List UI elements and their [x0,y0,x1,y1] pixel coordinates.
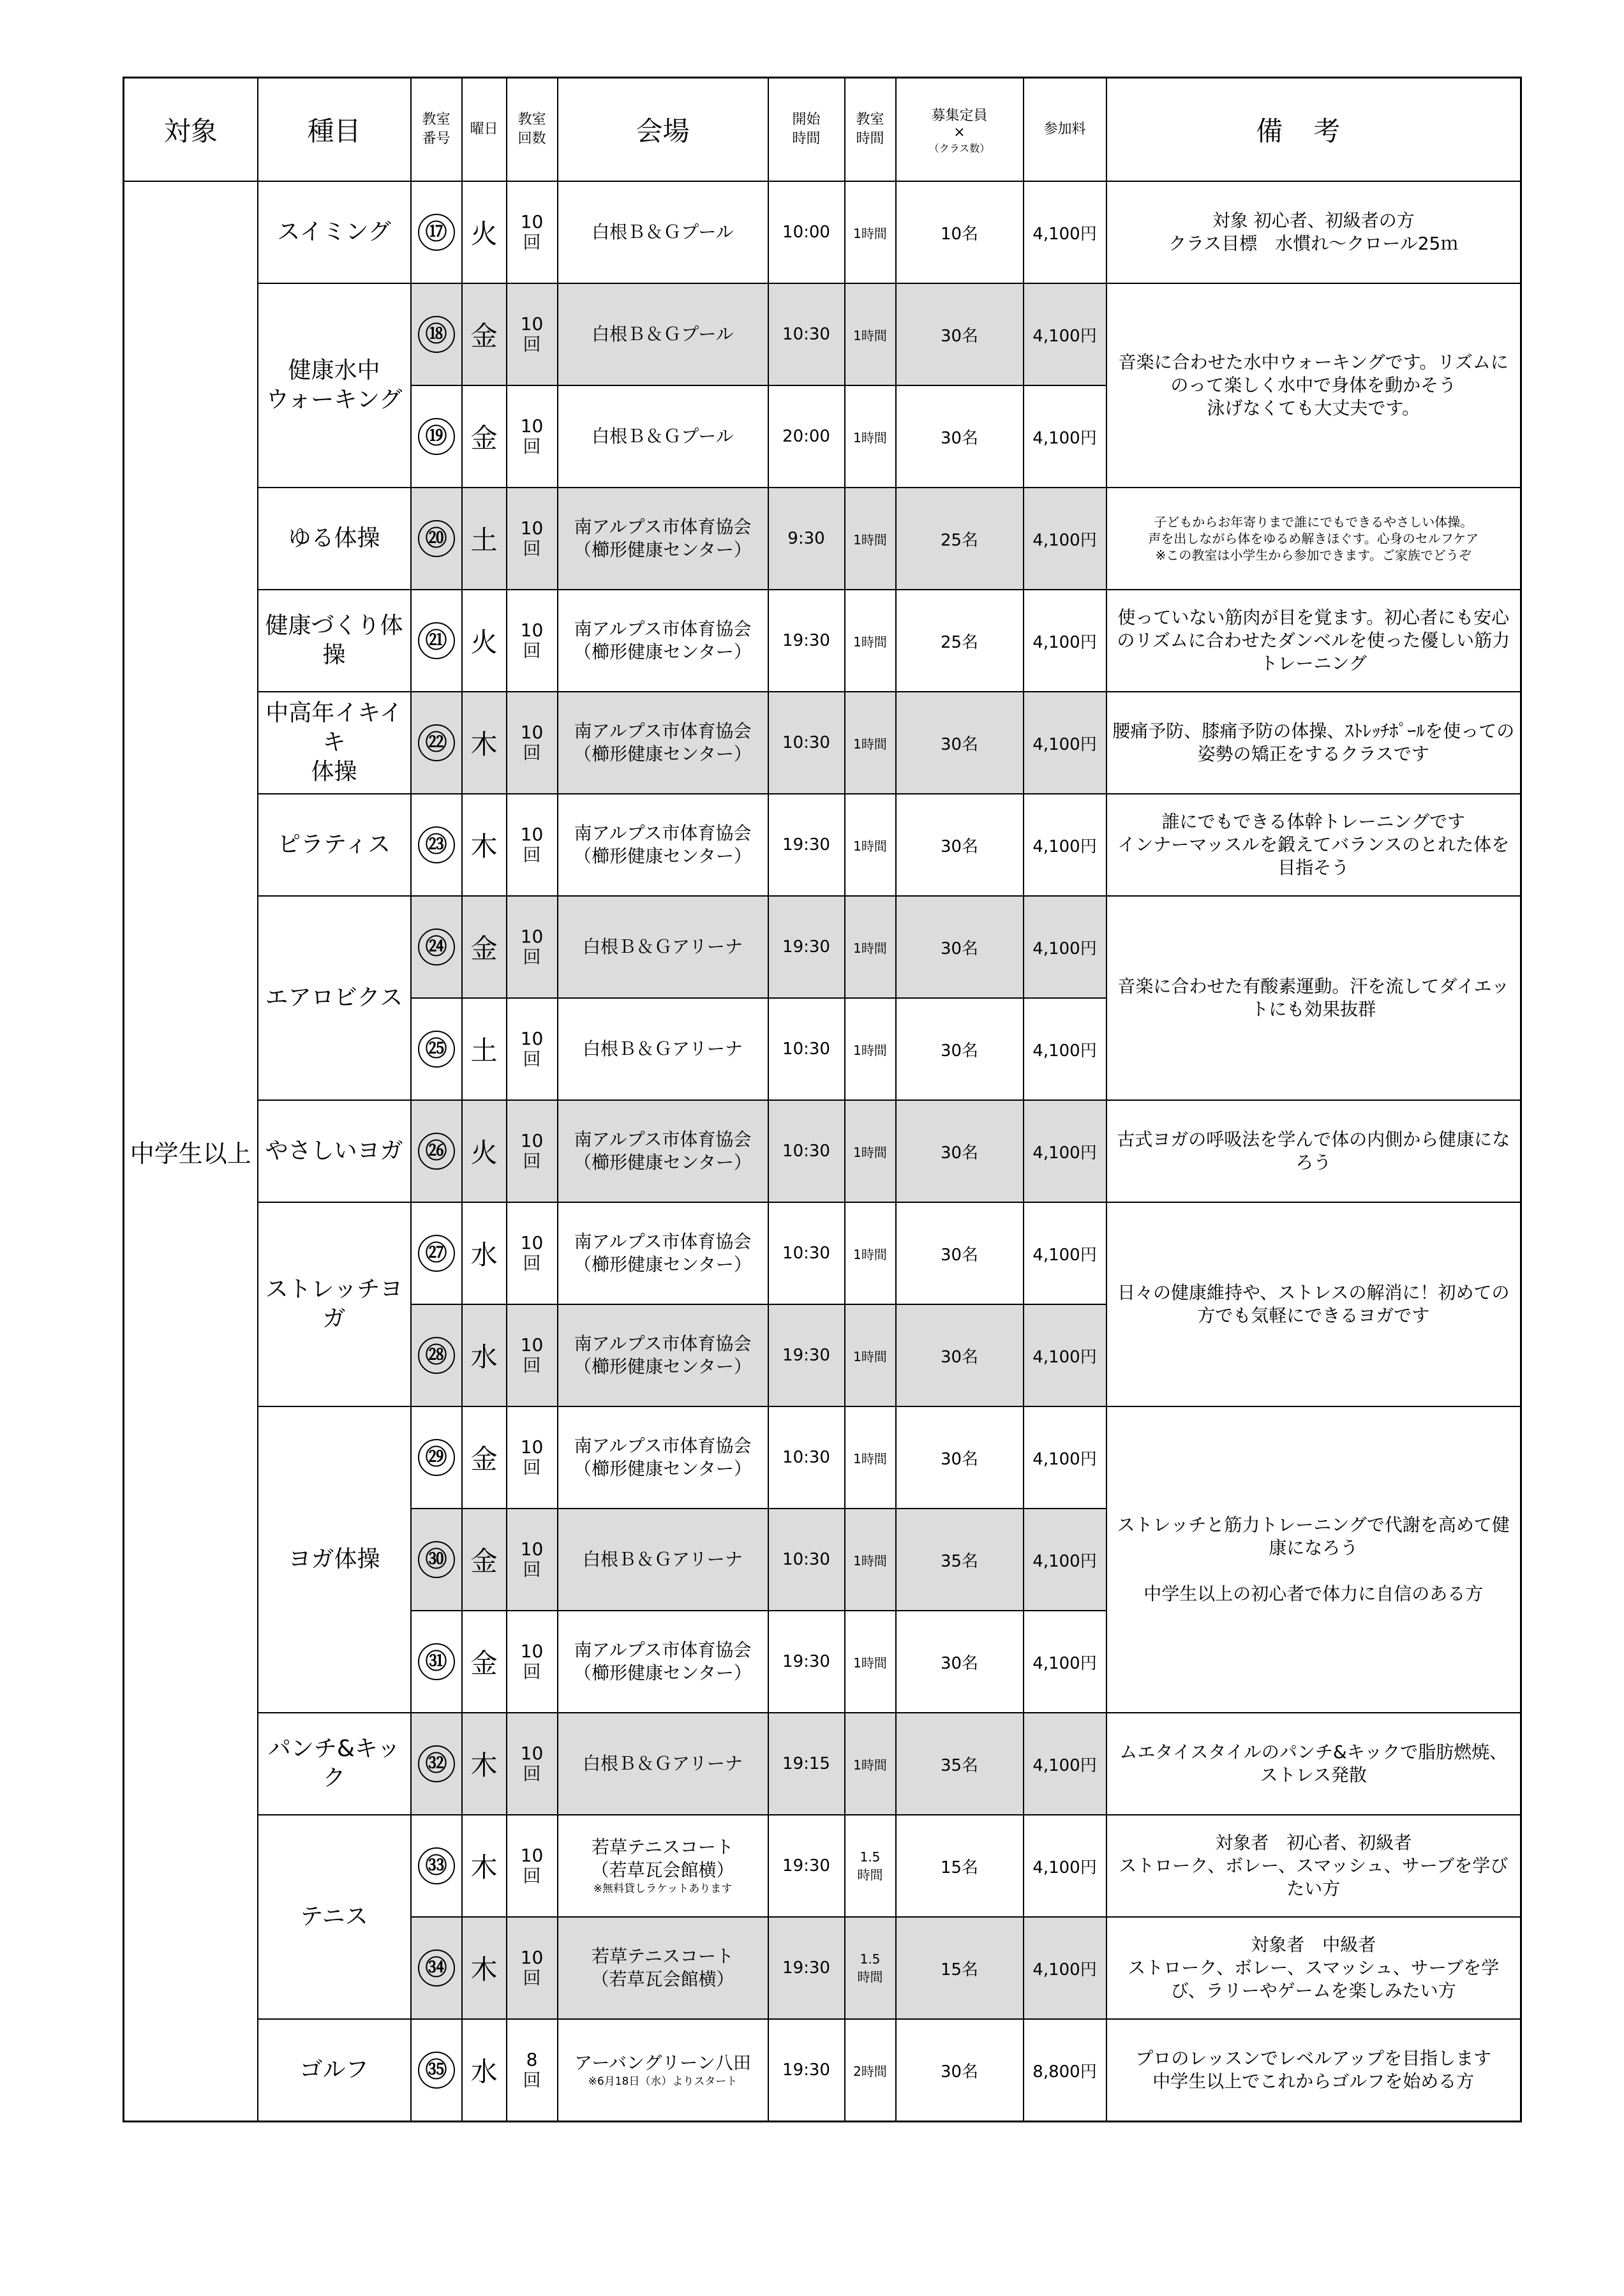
start-time-cell: 10:30 [768,692,845,794]
remarks-cell: 音楽に合わせた水中ウォーキングです。リズムにのって楽しく水中で身体を動かそう 泳げなくても大丈夫です。 [1106,283,1521,488]
remarks-cell: 使っていない筋肉が目を覚ます。初心者にも安心のリズムに合わせたダンベルを使った優しい筋力トレーニング [1106,590,1521,692]
venue-name: 南アルプス市体育協会 （櫛形健康センター） [574,1231,752,1275]
class-number-cell [411,385,462,488]
class-number-badge: ⑱ [418,316,455,353]
table-row [124,1202,1521,1304]
table-row [124,2019,1521,2122]
capacity-cell: 30名 [896,1100,1024,1202]
capacity-cell: 30名 [896,692,1024,794]
venue-name: 白根Ｂ＆Ｇアリーナ [583,1549,743,1570]
session-count-cell: 10 回 [507,1202,558,1304]
header-capacity-line3: （クラス数） [928,142,990,154]
duration-cell: 1.5 時間 [845,1815,896,1917]
duration-cell: 1時間 [845,1509,896,1611]
class-number-cell [411,1917,462,2019]
fee-cell: 4,100円 [1024,1611,1106,1713]
session-count-cell: 10 回 [507,1304,558,1406]
start-time-cell: 10:30 [768,1202,845,1304]
start-time-cell: 20:00 [768,385,845,488]
weekday-cell: 金 [462,283,507,385]
fee-cell: 4,100円 [1024,998,1106,1100]
weekday-cell: 火 [462,181,507,283]
class-number-cell [411,1611,462,1713]
remarks-cell: プロのレッスンでレベルアップを目指します 中学生以上でこれからゴルフを始める方 [1106,2019,1521,2122]
capacity-cell: 30名 [896,1611,1024,1713]
fee-cell: 4,100円 [1024,488,1106,590]
event-name-cell: 健康水中 ウォーキング [258,283,411,488]
start-time-cell: 9:30 [768,488,845,590]
schedule-table [123,77,1522,2122]
event-name-cell: ゴルフ [258,2019,411,2122]
session-count-cell: 10 回 [507,896,558,998]
fee-cell: 4,100円 [1024,590,1106,692]
class-number-badge: ㉝ [418,1847,455,1884]
event-name-cell: ピラティス [258,794,411,896]
weekday-cell: 金 [462,896,507,998]
fee-cell: 4,100円 [1024,1917,1106,2019]
start-time-cell: 19:30 [768,1611,845,1713]
remarks-cell: ムエタイスタイルのパンチ&キックで脂肪燃焼、ストレス発散 [1106,1713,1521,1815]
header-sessions: 教室 回数 [507,78,558,182]
duration-cell: 1時間 [845,998,896,1100]
class-number-cell [411,1406,462,1509]
session-count-cell: 10 回 [507,1611,558,1713]
start-time-cell: 10:30 [768,283,845,385]
start-time-cell: 19:30 [768,794,845,896]
venue-name: 南アルプス市体育協会 （櫛形健康センター） [574,618,752,662]
class-number-cell [411,1815,462,1917]
class-number-cell [411,2019,462,2122]
venue-cell [558,1815,768,1917]
event-name-cell: ヨガ体操 [258,1406,411,1713]
venue-cell [558,1406,768,1509]
class-number-badge: ㉜ [418,1745,455,1782]
start-time-cell: 19:30 [768,1815,845,1917]
event-name-cell: 中高年イキイキ 体操 [258,692,411,794]
session-count-cell: 10 回 [507,1509,558,1611]
venue-name: 若草テニスコート （若草瓦会館横） [591,1837,734,1881]
venue-cell [558,692,768,794]
class-number-cell [411,1100,462,1202]
venue-cell [558,488,768,590]
class-number-cell [411,794,462,896]
start-time-cell: 10:30 [768,1509,845,1611]
venue-cell [558,2019,768,2122]
header-row [124,78,1521,182]
class-number-cell [411,1202,462,1304]
weekday-cell: 火 [462,1100,507,1202]
weekday-cell: 金 [462,1406,507,1509]
target-group-cell: 中学生以上 [124,181,258,2122]
capacity-cell: 15名 [896,1815,1024,1917]
remarks-cell: ストレッチと筋力トレーニングで代謝を高めて健康になろう 中学生以上の初心者で体力に自信のある方 [1106,1406,1521,1713]
duration-cell: 1時間 [845,1611,896,1713]
table-row [124,1815,1521,1917]
venue-name: 南アルプス市体育協会 （櫛形健康センター） [574,1333,752,1377]
class-number-badge: ⑳ [418,520,455,557]
table-row [124,488,1521,590]
event-name-cell: ストレッチヨガ [258,1202,411,1406]
class-number-cell [411,590,462,692]
class-number-cell [411,1509,462,1611]
capacity-cell: 30名 [896,998,1024,1100]
weekday-cell: 水 [462,2019,507,2122]
class-number-badge: ㉛ [418,1643,455,1680]
class-number-badge: ㉕ [418,1031,455,1068]
class-number-cell [411,896,462,998]
duration-cell: 2時間 [845,2019,896,2122]
start-time-cell: 19:15 [768,1713,845,1815]
venue-cell [558,1100,768,1202]
remarks-cell: 対象者 初心者、初級者 ストローク、ボレー、スマッシュ、サーブを学びたい方 [1106,1815,1521,1917]
weekday-cell: 火 [462,590,507,692]
class-number-badge: ㉙ [418,1439,455,1476]
start-time-cell: 19:30 [768,896,845,998]
table-row [124,590,1521,692]
venue-name: 白根Ｂ＆Ｇアリーナ [583,936,743,957]
venue-cell [558,896,768,998]
event-name-cell: パンチ&キック [258,1713,411,1815]
venue-name: 若草テニスコート （若草瓦会館横） [591,1946,734,1990]
duration-cell: 1時間 [845,1304,896,1406]
start-time-cell: 19:30 [768,1917,845,2019]
duration-cell: 1時間 [845,1406,896,1509]
event-name-cell: スイミング [258,181,411,283]
header-weekday: 曜日 [462,78,507,182]
venue-name: 南アルプス市体育協会 （櫛形健康センター） [574,1639,752,1683]
class-number-cell [411,181,462,283]
duration-cell: 1時間 [845,1713,896,1815]
class-number-badge: ㉞ [418,1949,455,1987]
session-count-cell: 8 回 [507,2019,558,2122]
table-row [124,692,1521,794]
session-count-cell: 10 回 [507,488,558,590]
weekday-cell: 木 [462,692,507,794]
remarks-cell: 誰にでもできる体幹トレーニングです インナーマッスルを鍛えてバランスのとれた体を目指そう [1106,794,1521,896]
fee-cell: 4,100円 [1024,1202,1106,1304]
table-row [124,283,1521,385]
class-number-badge: ㉑ [418,622,455,659]
fee-cell: 4,100円 [1024,1100,1106,1202]
session-count-cell: 10 回 [507,1100,558,1202]
remarks-cell: 対象 初心者、初級者の方 クラス目標 水慣れ～クロール25ｍ [1106,181,1521,283]
capacity-cell: 30名 [896,1202,1024,1304]
venue-cell [558,1509,768,1611]
duration-cell: 1.5 時間 [845,1917,896,2019]
header-fee: 参加料 [1024,78,1106,182]
weekday-cell: 木 [462,1713,507,1815]
capacity-cell: 10名 [896,181,1024,283]
class-number-cell [411,692,462,794]
session-count-cell: 10 回 [507,1713,558,1815]
capacity-cell: 35名 [896,1509,1024,1611]
fee-cell: 4,100円 [1024,1509,1106,1611]
weekday-cell: 金 [462,385,507,488]
session-count-cell: 10 回 [507,1815,558,1917]
venue-name: 白根Ｂ＆Ｇアリーナ [583,1753,743,1774]
venue-cell [558,1304,768,1406]
header-class-no: 教室 番号 [411,78,462,182]
table-row [124,1406,1521,1509]
venue-cell [558,794,768,896]
remarks-cell: 音楽に合わせた有酸素運動。汗を流してダイエットにも効果抜群 [1106,896,1521,1100]
venue-name: 南アルプス市体育協会 （櫛形健康センター） [574,516,752,560]
session-count-cell: 10 回 [507,181,558,283]
duration-cell: 1時間 [845,488,896,590]
event-name-cell: 健康づくり体操 [258,590,411,692]
venue-cell [558,998,768,1100]
event-name-cell: エアロビクス [258,896,411,1100]
duration-cell: 1時間 [845,385,896,488]
fee-cell: 4,100円 [1024,794,1106,896]
capacity-cell: 30名 [896,283,1024,385]
venue-cell [558,283,768,385]
class-number-cell [411,283,462,385]
duration-cell: 1時間 [845,1202,896,1304]
session-count-cell: 10 回 [507,998,558,1100]
weekday-cell: 木 [462,1815,507,1917]
fee-cell: 4,100円 [1024,1713,1106,1815]
class-number-cell [411,1713,462,1815]
session-count-cell: 10 回 [507,794,558,896]
header-venue: 会場 [558,78,768,182]
venue-name: アーバングリーン八田 [574,2052,751,2073]
header-duration: 教室 時間 [845,78,896,182]
venue-note: ※6月18日（水）よりスタート [588,2075,738,2088]
fee-cell: 4,100円 [1024,385,1106,488]
venue-name: 南アルプス市体育協会 （櫛形健康センター） [574,1129,752,1173]
weekday-cell: 金 [462,1509,507,1611]
start-time-cell: 19:30 [768,1304,845,1406]
table-row [124,896,1521,998]
venue-cell [558,385,768,488]
event-name-cell: テニス [258,1815,411,2019]
duration-cell: 1時間 [845,181,896,283]
header-capacity-line2: × [953,124,965,140]
session-count-cell: 10 回 [507,692,558,794]
class-number-cell [411,1304,462,1406]
header-target: 対象 [124,78,258,182]
venue-name: 白根Ｂ＆Ｇプール [592,221,734,242]
venue-cell [558,590,768,692]
start-time-cell: 10:30 [768,1406,845,1509]
session-count-cell: 10 回 [507,385,558,488]
class-number-cell [411,488,462,590]
table-row [124,1713,1521,1815]
capacity-cell: 30名 [896,2019,1024,2122]
remarks-cell: 古式ヨガの呼吸法を学んで体の内側から健康になろう [1106,1100,1521,1202]
weekday-cell: 木 [462,1917,507,2019]
capacity-cell: 15名 [896,1917,1024,2019]
class-number-badge: ㉔ [418,928,455,965]
remarks-cell: 日々の健康維持や、ストレスの解消に！初めての方でも気軽にできるヨガです [1106,1202,1521,1406]
capacity-cell: 30名 [896,385,1024,488]
venue-name: 白根Ｂ＆Ｇアリーナ [583,1038,743,1059]
start-time-cell: 19:30 [768,2019,845,2122]
weekday-cell: 木 [462,794,507,896]
fee-cell: 4,100円 [1024,181,1106,283]
weekday-cell: 土 [462,488,507,590]
start-time-cell: 10:00 [768,181,845,283]
remarks-cell: 子どもからお年寄りまで誰にでもできるやさしい体操。 声を出しながら体をゆるめ解きほぐす。心身のセルフケア ※この教室は小学生から参加できます。ご家族でどうぞ [1106,488,1521,590]
venue-cell [558,1611,768,1713]
class-number-badge: ㉒ [418,724,455,761]
venue-name: 南アルプス市体育協会 （櫛形健康センター） [574,823,752,867]
capacity-cell: 30名 [896,1304,1024,1406]
class-number-badge: ㉚ [418,1541,455,1578]
venue-cell [558,1917,768,2019]
session-count-cell: 10 回 [507,283,558,385]
venue-cell [558,1713,768,1815]
class-number-badge: ㉖ [418,1133,455,1170]
remarks-cell: 対象者 中級者 ストローク、ボレー、スマッシュ、サーブを学び、ラリーやゲームを楽しみたい方 [1106,1917,1521,2019]
class-number-badge: ㉘ [418,1337,455,1374]
weekday-cell: 水 [462,1304,507,1406]
duration-cell: 1時間 [845,692,896,794]
fee-cell: 4,100円 [1024,692,1106,794]
header-capacity [896,78,1024,182]
venue-name: 南アルプス市体育協会 （櫛形健康センター） [574,720,752,764]
class-number-badge: ㉓ [418,826,455,863]
venue-cell [558,181,768,283]
session-count-cell: 10 回 [507,590,558,692]
capacity-cell: 30名 [896,794,1024,896]
capacity-cell: 25名 [896,590,1024,692]
weekday-cell: 金 [462,1611,507,1713]
fee-cell: 4,100円 [1024,283,1106,385]
start-time-cell: 19:30 [768,590,845,692]
venue-cell [558,1202,768,1304]
duration-cell: 1時間 [845,1100,896,1202]
capacity-cell: 35名 [896,1713,1024,1815]
venue-name: 白根Ｂ＆Ｇプール [592,426,734,447]
start-time-cell: 10:30 [768,1100,845,1202]
event-name-cell: やさしいヨガ [258,1100,411,1202]
weekday-cell: 水 [462,1202,507,1304]
venue-name: 白根Ｂ＆Ｇプール [592,324,734,345]
venue-name: 南アルプス市体育協会 （櫛形健康センター） [574,1435,752,1479]
fee-cell: 4,100円 [1024,896,1106,998]
fee-cell: 8,800円 [1024,2019,1106,2122]
capacity-cell: 30名 [896,1406,1024,1509]
header-start: 開始 時間 [768,78,845,182]
table-row [124,181,1521,283]
class-number-badge: ⑰ [418,214,455,251]
fee-cell: 4,100円 [1024,1406,1106,1509]
capacity-cell: 25名 [896,488,1024,590]
fee-cell: 4,100円 [1024,1304,1106,1406]
weekday-cell: 土 [462,998,507,1100]
table-row [124,1100,1521,1202]
header-event: 種目 [258,78,411,182]
class-number-badge: ⑲ [418,418,455,455]
fee-cell: 4,100円 [1024,1815,1106,1917]
duration-cell: 1時間 [845,590,896,692]
session-count-cell: 10 回 [507,1406,558,1509]
remarks-cell: 腰痛予防、膝痛予防の体操、ｽﾄﾚｯﾁﾎﾟｰﾙを使っての姿勢の矯正をするクラスです [1106,692,1521,794]
capacity-cell: 30名 [896,896,1024,998]
header-capacity-line1: 募集定員 [931,107,988,124]
table-row [124,794,1521,896]
header-remarks: 備考 [1106,78,1521,182]
class-number-badge: ㉗ [418,1235,455,1272]
start-time-cell: 10:30 [768,998,845,1100]
duration-cell: 1時間 [845,896,896,998]
venue-note: ※無料貸しラケットあります [593,1882,733,1895]
class-number-badge: ㉟ [418,2052,455,2089]
session-count-cell: 10 回 [507,1917,558,2019]
event-name-cell: ゆる体操 [258,488,411,590]
duration-cell: 1時間 [845,794,896,896]
class-number-cell [411,998,462,1100]
duration-cell: 1時間 [845,283,896,385]
